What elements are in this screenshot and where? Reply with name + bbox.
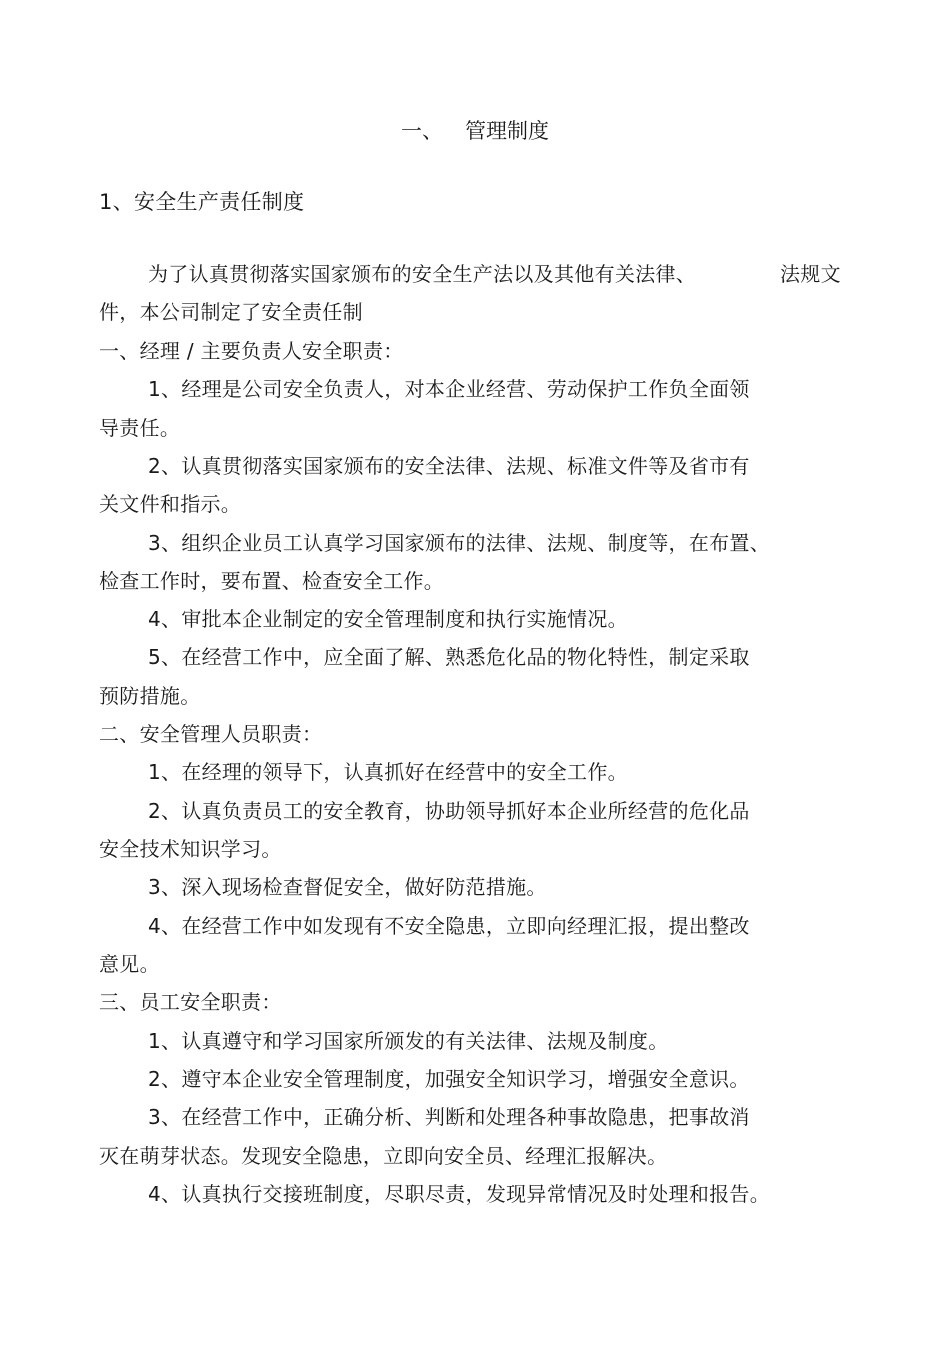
part1-item: 2、认真贯彻落实国家颁布的安全法律、法规、标准文件等及省市有 [148, 454, 750, 478]
part1-item: 4、审批本企业制定的安全管理制度和执行实施情况。 [148, 607, 628, 631]
part1-heading: 一、经理 / 主要负责人安全职责： [99, 339, 404, 363]
part1-item: 关文件和指示。 [99, 492, 242, 516]
part3-heading: 三、员工安全职责： [99, 990, 282, 1014]
part1-item: 3、组织企业员工认真学习国家颁布的法律、法规、制度等，在布置、 [148, 531, 771, 555]
part2-item: 1、在经理的领导下，认真抓好在经营中的安全工作。 [148, 760, 628, 784]
part1-item: 检查工作时，要布置、检查安全工作。 [99, 569, 445, 593]
title-number: 一、 [401, 119, 443, 143]
part3-item: 2、遵守本企业安全管理制度，加强安全知识学习，增强安全意识。 [148, 1067, 750, 1091]
part1-item: 预防措施。 [99, 684, 201, 708]
part2-item: 3、深入现场检查督促安全，做好防范措施。 [148, 875, 547, 899]
page-title [0, 117, 950, 145]
part3-item: 3、在经营工作中，正确分析、判断和处理各种事故隐患，把事故消 [148, 1105, 750, 1129]
part2-item: 4、在经营工作中如发现有不安全隐患，立即向经理汇报，提出整改 [148, 914, 750, 938]
part1-item: 1、经理是公司安全负责人，对本企业经营、劳动保护工作负全面领 [148, 377, 750, 401]
section-heading: 1、安全生产责任制度 [99, 190, 305, 214]
part2-item: 意见。 [99, 952, 160, 976]
part3-item: 1、认真遵守和学习国家所颁发的有关法律、法规及制度。 [148, 1029, 669, 1053]
part1-item: 5、在经营工作中，应全面了解、熟悉危化品的物化特性，制定采取 [148, 645, 750, 669]
part2-item: 2、认真负责员工的安全教育，协助领导抓好本企业所经营的危化品 [148, 799, 750, 823]
part2-item: 安全技术知识学习。 [99, 837, 282, 861]
part3-item: 灭在萌芽状态。发现安全隐患，立即向安全员、经理汇报解决。 [99, 1144, 668, 1168]
title-text: 管理制度 [465, 119, 549, 143]
intro-line-1b: 法规文 [780, 262, 841, 286]
part2-heading: 二、安全管理人员职责： [99, 722, 323, 746]
part1-item: 导责任。 [99, 416, 181, 440]
part3-item: 4、认真执行交接班制度，尽职尽责，发现异常情况及时处理和报告。 [148, 1182, 771, 1206]
intro-line-1a: 为了认真贯彻落实国家颁布的安全生产法以及其他有关法律、 [148, 262, 697, 286]
intro-line-2: 件，本公司制定了安全责任制 [99, 300, 363, 324]
